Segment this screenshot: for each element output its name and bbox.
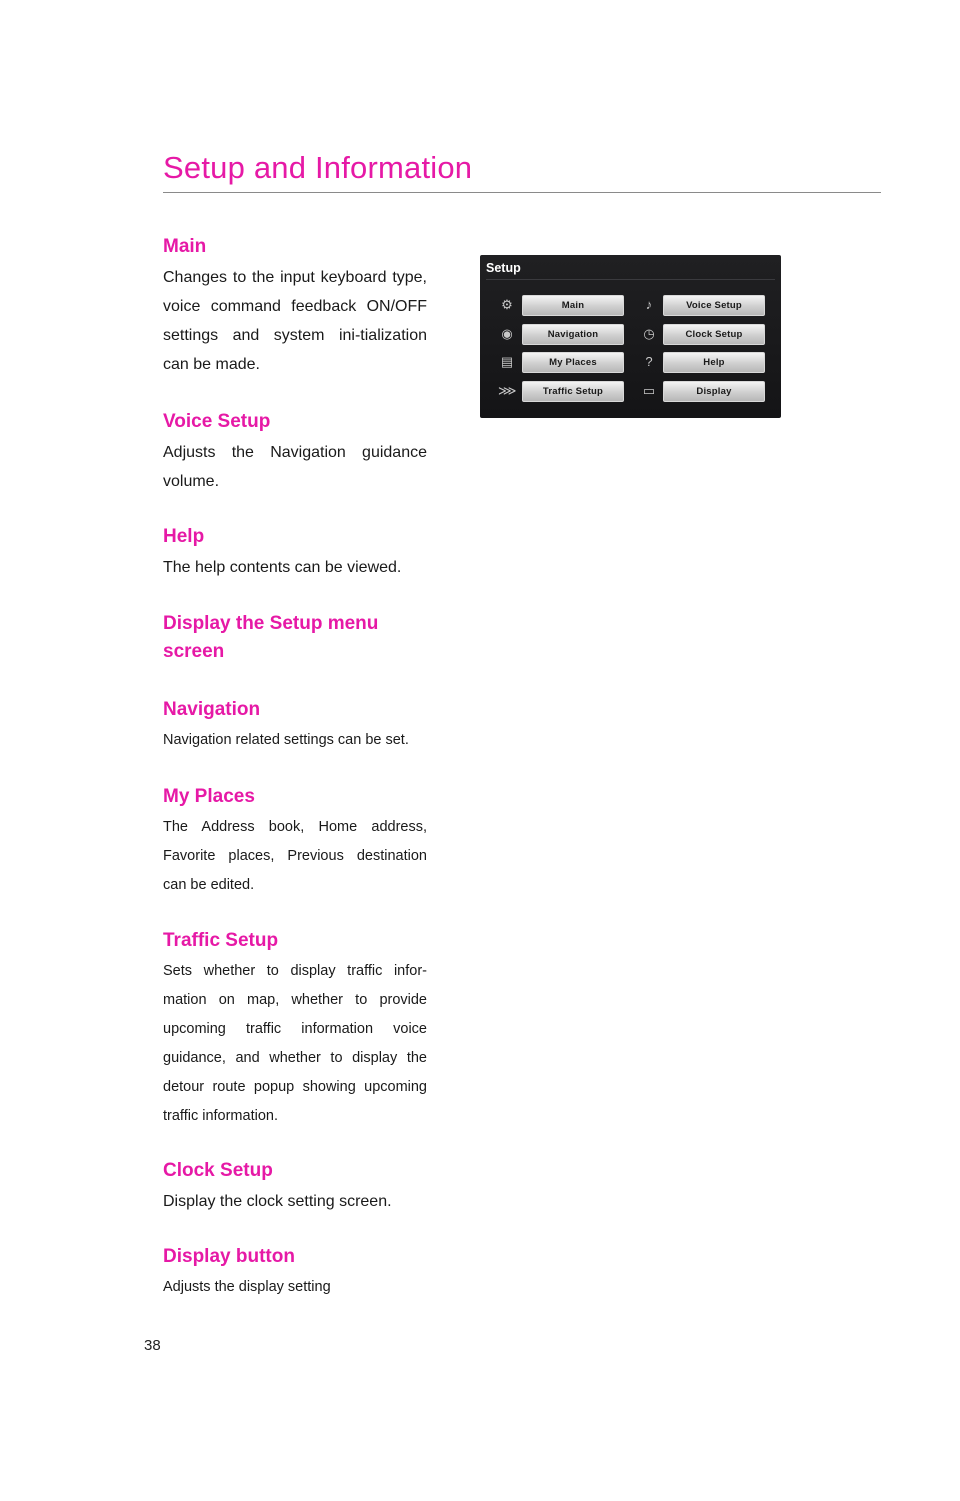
display-icon: ▭	[642, 383, 656, 398]
section-body: Adjusts the display setting	[163, 1279, 331, 1295]
section-body: Sets whether to display traffic infor-mation on map, whether to provide upcoming traffic information voice guidance, and whether to display the detour route popup showing upcoming traffic information.	[163, 963, 427, 1124]
section-body: The help contents can be viewed.	[163, 559, 402, 576]
main-button[interactable]: Main	[522, 295, 624, 316]
section-heading: Voice Setup	[163, 411, 271, 432]
section-navigation	[163, 696, 427, 783]
section-heading: Help	[163, 526, 205, 547]
section-voice-setup	[163, 408, 427, 523]
section-body: Navigation related settings can be set.	[163, 732, 409, 748]
help-button[interactable]: Help	[663, 352, 765, 373]
section-heading: Main	[163, 236, 207, 257]
section-clock-setup	[163, 1157, 427, 1243]
navigation-button[interactable]: Navigation	[522, 324, 624, 345]
clock-icon: ◷	[643, 326, 655, 341]
section-heading: Traffic Setup	[163, 930, 279, 951]
clock-setup-button[interactable]: Clock Setup	[663, 324, 765, 345]
section-display-button	[163, 1243, 427, 1303]
section-heading: Display the Setup menu screen	[163, 613, 379, 662]
section-main	[163, 233, 427, 408]
section-heading: Display button	[163, 1246, 295, 1267]
voice-setup-button[interactable]: Voice Setup	[663, 295, 765, 316]
title-divider	[163, 192, 881, 193]
section-display-setup-menu	[163, 610, 427, 696]
eye-icon: ◉	[501, 326, 513, 341]
road-icon: ⋙	[498, 383, 517, 398]
setup-screen-title: Setup	[486, 261, 521, 275]
section-body: Changes to the input keyboard type, voice command feedback ON/OFF settings and system ini-tialization can be made.	[163, 269, 427, 373]
section-body: Adjusts the Navigation guidance volume.	[163, 444, 427, 490]
section-heading: Clock Setup	[163, 1160, 273, 1181]
setup-screen-divider	[486, 279, 775, 280]
traffic-setup-button[interactable]: Traffic Setup	[522, 381, 624, 402]
page-number: 38	[144, 1337, 161, 1354]
speaker-icon: ♪	[645, 297, 653, 312]
section-traffic-setup	[163, 927, 427, 1157]
display-button[interactable]: Display	[663, 381, 765, 402]
book-icon: ▤	[500, 354, 514, 369]
section-heading: Navigation	[163, 699, 261, 720]
gear-icon: ⚙	[501, 297, 513, 312]
page-title: Setup and Information	[163, 150, 473, 185]
section-body: Display the clock setting screen.	[163, 1193, 392, 1210]
setup-menu-screenshot	[480, 255, 781, 418]
section-heading: My Places	[163, 786, 255, 807]
text-column	[163, 233, 427, 1303]
my-places-button[interactable]: My Places	[522, 352, 624, 373]
section-help	[163, 523, 427, 610]
section-body: The Address book, Home address, Favorite places, Previous destination can be edited.	[163, 819, 427, 893]
help-icon: ?	[645, 354, 653, 369]
section-my-places	[163, 783, 427, 927]
